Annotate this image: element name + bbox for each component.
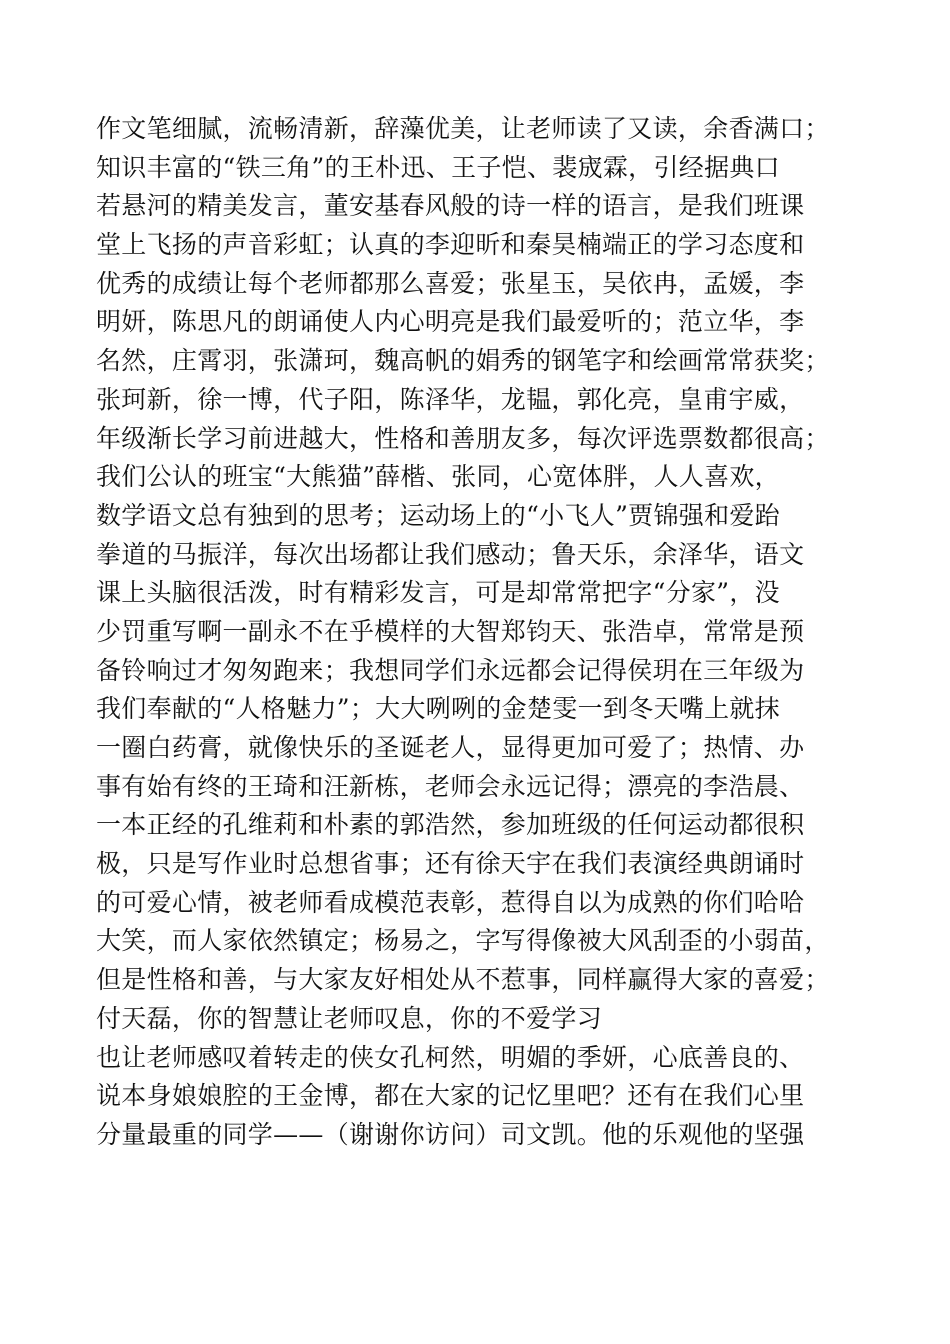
text-line: 优秀的成绩让每个老师都那么喜爱；张星玉，吴依冉，孟媛，李 bbox=[96, 268, 805, 298]
body-text bbox=[96, 110, 876, 1155]
text-line: 知识丰富的“铁三角”的王朴迅、王子恺、裴宬霖，引经据典口 bbox=[96, 152, 780, 182]
text-line: 也让老师感叹着转走的侠女孔柯然，明媚的季妍，心底善良的、 bbox=[96, 1042, 805, 1072]
text-line: 课上头脑很活泼，时有精彩发言，可是却常常把字“分家”，没 bbox=[96, 578, 780, 608]
text-line: 但是性格和善，与大家友好相处从不惹事，同样赢得大家的喜爱； bbox=[96, 965, 830, 995]
text-line: 事有始有终的王琦和汪新栋，老师会永远记得；漂亮的李浩晨、 bbox=[96, 771, 805, 801]
text-line: 备铃响过才匆匆跑来；我想同学们永远都会记得侯玥在三年级为 bbox=[96, 655, 805, 685]
text-line: 一圈白药膏，就像快乐的圣诞老人，显得更加可爱了；热情、办 bbox=[96, 733, 805, 762]
text-line: 少罚重写啊一副永不在乎模样的大智郑钧天、张浩卓，常常是预 bbox=[96, 616, 805, 646]
text-line: 我们公认的班宝“大熊猫”薛楷、张同，心宽体胖，人人喜欢， bbox=[96, 462, 780, 492]
text-line: 说本身娘娘腔的王金博，都在大家的记忆里吧？还有在我们心里 bbox=[96, 1081, 805, 1111]
text-line: 一本正经的孔维莉和朴素的郭浩然，参加班级的任何运动都很积 bbox=[96, 810, 805, 840]
text-line: 分量最重的同学——（谢谢你访问）司文凯。他的乐观他的坚强 bbox=[96, 1119, 805, 1149]
text-line: 数学语文总有独到的思考；运动场上的“小飞人”贾锦强和爱跆 bbox=[96, 500, 780, 530]
text-line: 作文笔细腻，流畅清新，辞藻优美，让老师读了又读，余香满口； bbox=[96, 114, 830, 143]
text-line: 拳道的马振洋，每次出场都让我们感动；鲁天乐，余泽华，语文 bbox=[96, 539, 805, 569]
text-line: 张珂新，徐一博，代子阳，陈泽华，龙韫，郭化亮，皇甫宇威， bbox=[96, 384, 805, 414]
text-line: 我们奉献的“人格魅力”；大大咧咧的金楚雯一到冬天嘴上就抹 bbox=[96, 694, 780, 724]
text-line: 若悬河的精美发言，董安基春风般的诗一样的语言，是我们班课 bbox=[96, 191, 805, 221]
text-line: 堂上飞扬的声音彩虹；认真的李迎昕和秦昊楠端正的学习态度和 bbox=[96, 230, 805, 260]
text-line: 极，只是写作业时总想省事；还有徐天宇在我们表演经典朗诵时 bbox=[96, 849, 805, 879]
text-line: 明妍，陈思凡的朗诵使人内心明亮是我们最爱听的；范立华，李 bbox=[96, 307, 805, 337]
text-line: 大笑，而人家依然镇定；杨易之，字写得像被大风刮歪的小弱苗， bbox=[96, 926, 830, 956]
text-line: 的可爱心情，被老师看成模范表彰，惹得自以为成熟的你们哈哈 bbox=[96, 887, 805, 917]
text-line: 付天磊，你的智慧让老师叹息，你的不爱学习 bbox=[96, 1003, 603, 1033]
text-line: 名然，庄霄羽，张潇珂，魏高帆的娟秀的钢笔字和绘画常常获奖； bbox=[96, 346, 830, 376]
text-line: 年级渐长学习前进越大，性格和善朋友多，每次评选票数都很高； bbox=[96, 423, 830, 453]
